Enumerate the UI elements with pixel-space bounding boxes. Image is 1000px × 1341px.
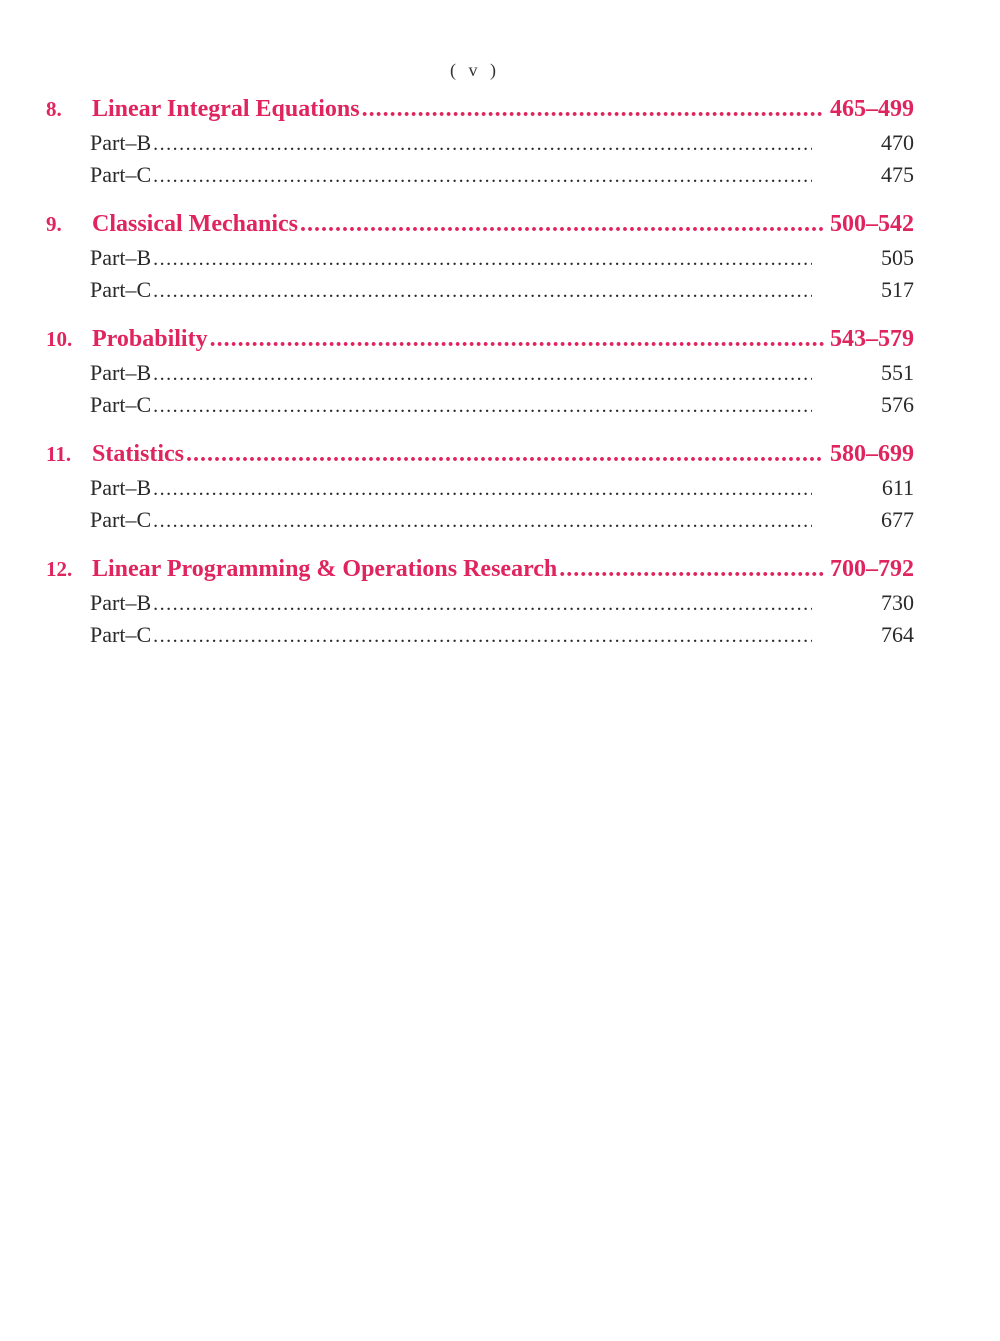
- chapter-page-range: 500–542: [830, 211, 914, 237]
- page-number: ( v ): [450, 60, 500, 80]
- chapter-entry[interactable]: [40, 441, 914, 475]
- part-entry[interactable]: [40, 622, 914, 654]
- chapter-page-range: 700–792: [830, 556, 914, 582]
- part-label: Part–B: [90, 130, 152, 155]
- chapter-title: Classical Mechanics: [92, 211, 298, 237]
- part-page-number: 677: [881, 507, 914, 532]
- chapter-title: Statistics: [92, 441, 184, 467]
- part-label: Part–C: [90, 277, 152, 302]
- part-entry[interactable]: [40, 162, 914, 194]
- dot-leader: [300, 211, 824, 238]
- part-page-number: 551: [881, 360, 914, 385]
- part-page-number: 764: [881, 622, 914, 647]
- chapter-entry[interactable]: [40, 96, 914, 130]
- chapter-page-range: 580–699: [830, 441, 914, 467]
- dot-leader: [153, 593, 812, 616]
- part-label: Part–C: [90, 507, 152, 532]
- part-page-number: 517: [881, 277, 914, 302]
- part-page-number: 730: [881, 590, 914, 615]
- dot-leader: [153, 248, 812, 271]
- part-label: Part–B: [90, 245, 152, 270]
- part-label: Part–C: [90, 392, 152, 417]
- toc-chapter: [40, 556, 914, 654]
- dot-leader: [186, 441, 824, 468]
- dot-leader: [153, 280, 812, 303]
- part-page-number: 475: [881, 162, 914, 187]
- part-entry[interactable]: [40, 130, 914, 162]
- chapter-entry[interactable]: [40, 211, 914, 245]
- part-entry[interactable]: [40, 392, 914, 424]
- part-page-number: 505: [881, 245, 914, 270]
- part-page-number: 576: [881, 392, 914, 417]
- chapter-number: 12.: [46, 557, 73, 581]
- dot-leader: [153, 395, 812, 418]
- part-page-number: 611: [881, 475, 914, 500]
- chapter-number: 8.: [46, 97, 62, 121]
- dot-leader: [153, 165, 812, 188]
- part-label: Part–B: [90, 360, 152, 385]
- part-entry[interactable]: [40, 245, 914, 277]
- dot-leader: [153, 510, 812, 533]
- dot-leader: [362, 96, 824, 123]
- part-label: Part–C: [90, 162, 152, 187]
- part-entry[interactable]: [40, 277, 914, 309]
- dot-leader: [153, 478, 812, 501]
- part-label: Part–B: [90, 590, 152, 615]
- part-entry[interactable]: [40, 590, 914, 622]
- dot-leader: [153, 133, 812, 156]
- chapter-title: Linear Integral Equations: [92, 96, 360, 122]
- dot-leader: [153, 363, 812, 386]
- toc-chapter: [40, 326, 914, 424]
- part-page-number: 470: [881, 130, 914, 155]
- part-entry[interactable]: [40, 475, 914, 507]
- toc-chapter: [40, 441, 914, 539]
- toc-chapter: [40, 211, 914, 309]
- table-of-contents: [40, 96, 914, 671]
- part-entry[interactable]: [40, 507, 914, 539]
- toc-chapter: [40, 96, 914, 194]
- chapter-title: Probability: [92, 326, 208, 352]
- part-label: Part–B: [90, 475, 152, 500]
- chapter-number: 9.: [46, 212, 62, 236]
- chapter-entry[interactable]: [40, 326, 914, 360]
- dot-leader: [153, 625, 812, 648]
- chapter-entry[interactable]: [40, 556, 914, 590]
- dot-leader: [559, 556, 824, 583]
- chapter-number: 10.: [46, 327, 73, 351]
- chapter-title: Linear Programming & Operations Research: [92, 556, 558, 582]
- dot-leader: [210, 326, 824, 353]
- chapter-number: 11.: [46, 442, 72, 466]
- chapter-page-range: 465–499: [830, 96, 914, 122]
- part-label: Part–C: [90, 622, 152, 647]
- chapter-page-range: 543–579: [830, 326, 914, 352]
- part-entry[interactable]: [40, 360, 914, 392]
